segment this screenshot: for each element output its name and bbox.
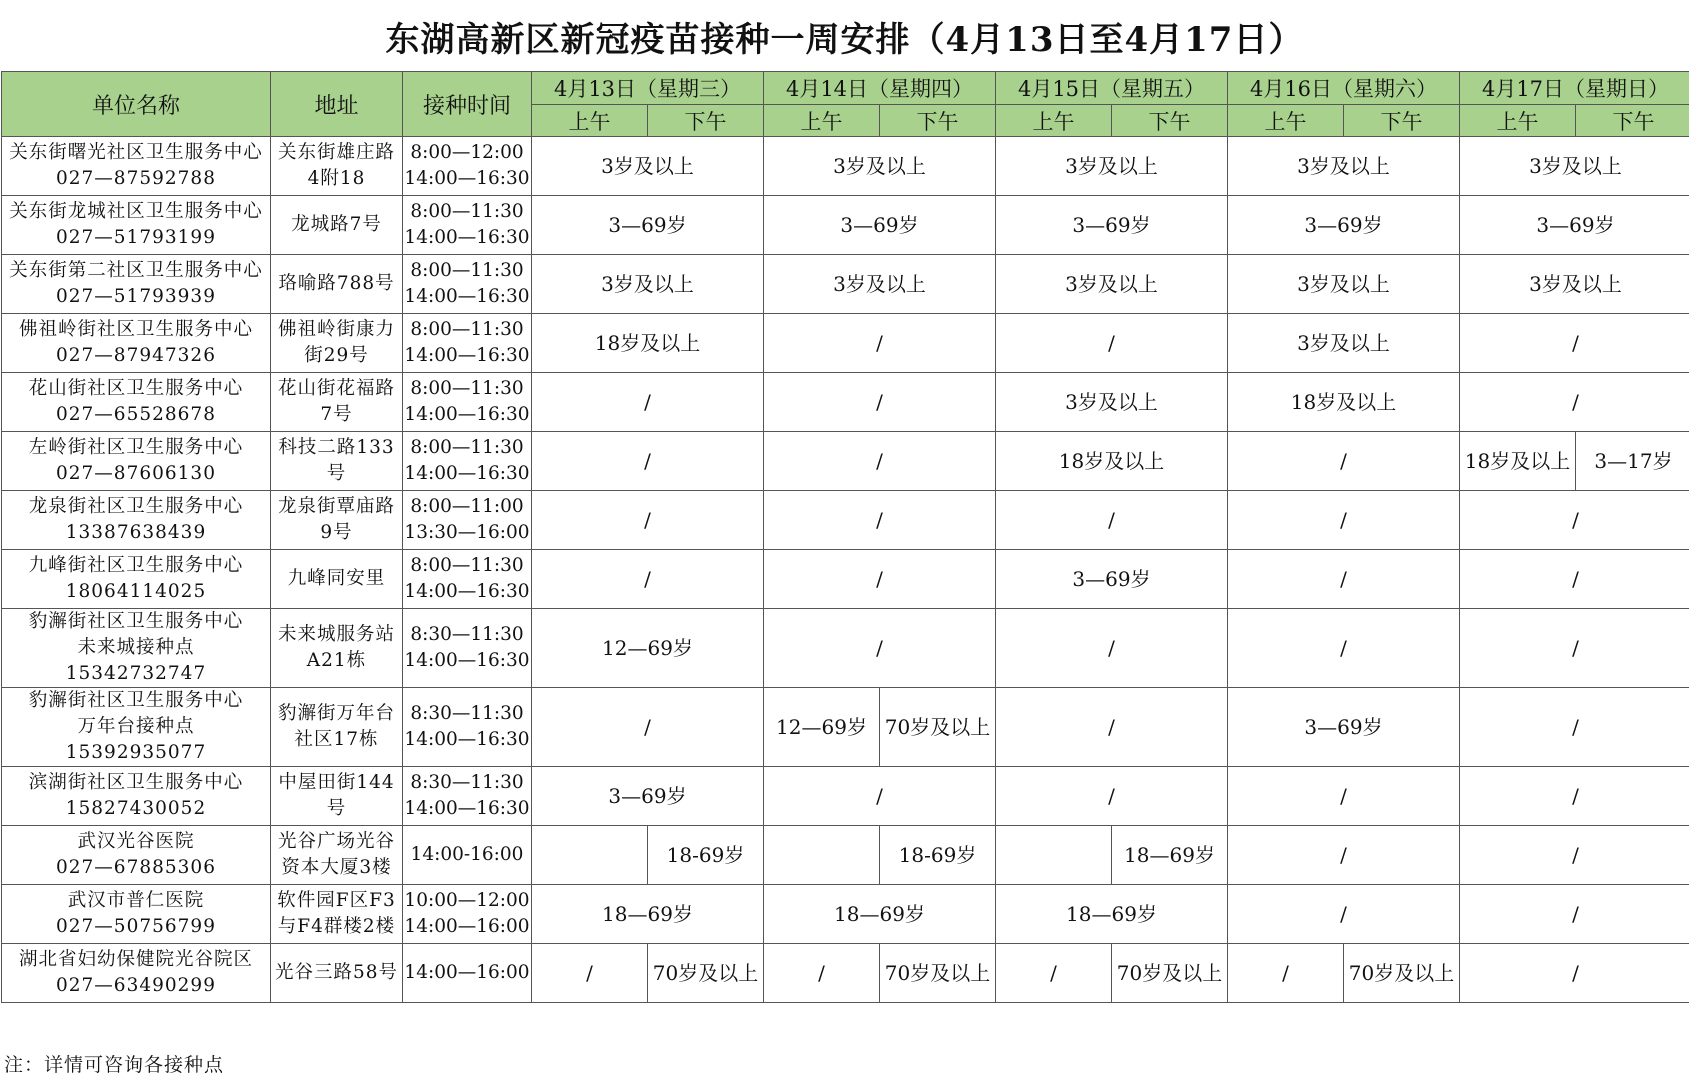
day-value-cell: / [764,373,996,432]
header-day: 4月16日（星期六） [1228,72,1460,105]
header-am: 上午 [996,105,1112,137]
header-day: 4月17日（星期日） [1460,72,1689,105]
table-row [2,432,1689,491]
cell-line: 14:00—16:30 [404,729,530,750]
day-value-cell: / [1460,609,1689,688]
unit-name-cell [2,314,271,373]
cell-line: 14:00-16:00 [410,844,524,865]
day-value-cell: 18岁及以上 [1228,373,1460,432]
cell-line: 科技二路133 [278,437,395,458]
table-row [2,609,1689,688]
unit-name-cell [2,491,271,550]
day-value-cell: / [1460,826,1689,885]
cell-line: 与F4群楼2楼 [277,916,396,937]
cell-line: 14:00—16:30 [404,404,530,425]
day-value-cell: 3岁及以上 [996,255,1228,314]
day-value-cell: / [1460,767,1689,826]
table-row [2,885,1689,944]
cell-line: 万年台接种点 [77,716,195,737]
day-value-cell: / [1460,373,1689,432]
cell-line: 资本大厦3楼 [281,857,392,878]
day-value-cell: / [996,314,1228,373]
unit-name-cell [2,688,271,767]
day-value-cell: / [1460,688,1689,767]
address-cell [271,550,403,609]
cell-line: 027—87592788 [56,168,216,189]
day-value-cell: 3岁及以上 [1460,255,1689,314]
pm-value-cell: 70岁及以上 [880,688,996,767]
cell-line: 武汉市普仁医院 [67,890,205,911]
cell-line: 14:00—16:30 [404,463,530,484]
day-value-cell: / [532,373,764,432]
cell-line: 10:00—12:00 [404,890,530,911]
am-value-cell [996,826,1112,885]
header-day: 4月14日（星期四） [764,72,996,105]
pm-value-cell: 18-69岁 [880,826,996,885]
pm-value-cell: 18-69岁 [648,826,764,885]
day-value-cell: 18岁及以上 [532,314,764,373]
cell-line: 9号 [320,522,353,543]
unit-name-cell [2,432,271,491]
cell-line: 关东街曙光社区卫生服务中心 [9,142,263,163]
cell-line: 14:00—16:00 [404,916,530,937]
unit-name-cell [2,550,271,609]
day-value-cell: / [764,491,996,550]
address-cell [271,767,403,826]
day-value-cell: / [1228,826,1460,885]
day-value-cell: 3岁及以上 [996,137,1228,196]
cell-line: 光谷三路58号 [274,962,399,983]
am-value-cell: / [532,944,648,1003]
cell-line: 龙城路7号 [291,214,382,235]
cell-line: 8:00—11:00 [410,496,524,517]
page-title: 东湖高新区新冠疫苗接种一周安排（4月13日至4月17日） [385,19,1304,60]
am-value-cell [532,826,648,885]
cell-line: 7号 [320,404,353,425]
day-value-cell: / [1228,491,1460,550]
address-cell [271,826,403,885]
cell-line: 027—51793939 [56,286,216,307]
header-day: 4月13日（星期三） [532,72,764,105]
am-value-cell: / [1228,944,1344,1003]
header-am: 上午 [1460,105,1576,137]
cell-line: 龙泉街社区卫生服务中心 [28,496,244,517]
table-body [2,137,1689,1003]
cell-line: 14:00—16:30 [404,581,530,602]
day-value-cell: / [532,432,764,491]
cell-line: 花山街社区卫生服务中心 [28,378,244,399]
table-row [2,196,1689,255]
cell-line: 街29号 [304,345,369,366]
cell-line: 8:00—12:00 [410,142,524,163]
day-value-cell: 3岁及以上 [1228,255,1460,314]
time-cell [403,550,532,609]
cell-line: 8:00—11:30 [410,201,524,222]
header-time: 接种时间 [403,72,532,137]
time-cell [403,373,532,432]
cell-line: 龙泉街覃庙路 [277,496,395,517]
day-value-cell: 18岁及以上 [996,432,1228,491]
time-cell [403,432,532,491]
cell-line: 九峰街社区卫生服务中心 [28,555,244,576]
day-value-cell: / [532,491,764,550]
address-cell [271,885,403,944]
pm-value-cell: 70岁及以上 [648,944,764,1003]
cell-line: 号 [326,463,347,484]
cell-line: 未来城服务站 [277,624,395,645]
footnote: 注：详情可咨询各接种点 [4,1054,225,1076]
vaccination-schedule-table [1,71,1689,1003]
header-pm: 下午 [1344,105,1460,137]
time-cell [403,196,532,255]
cell-line: 花山街花福路 [277,378,395,399]
cell-line: 中屋田街144 [278,772,395,793]
table-row [2,255,1689,314]
day-value-cell: / [1228,550,1460,609]
header-pm: 下午 [880,105,996,137]
day-value-cell: / [1460,944,1689,1003]
cell-line: 027—87606130 [56,463,216,484]
time-cell [403,767,532,826]
cell-line: 14:00—16:30 [404,286,530,307]
cell-line: 14:00—16:30 [404,650,530,671]
cell-line: 武汉光谷医院 [77,831,195,852]
cell-line: 豹澥街万年台 [277,703,395,724]
cell-line: 社区17栋 [294,729,379,750]
unit-name-cell [2,137,271,196]
cell-line: 15342732747 [65,663,207,684]
address-cell [271,491,403,550]
day-value-cell: 3—69岁 [1228,196,1460,255]
cell-line: 左岭街社区卫生服务中心 [28,437,244,458]
unit-name-cell [2,196,271,255]
day-value-cell: / [764,609,996,688]
time-cell [403,609,532,688]
day-value-cell: / [1228,885,1460,944]
cell-line: 14:00—16:30 [404,798,530,819]
day-value-cell: 18—69岁 [996,885,1228,944]
cell-line: 未来城接种点 [77,637,195,658]
cell-line: 027—63490299 [56,975,216,996]
day-value-cell: 3—69岁 [532,196,764,255]
table-row [2,491,1689,550]
day-value-cell: / [1228,767,1460,826]
pm-value-cell: 3—17岁 [1576,432,1689,491]
cell-line: 湖北省妇幼保健院光谷院区 [18,949,253,970]
table-row [2,550,1689,609]
unit-name-cell [2,767,271,826]
day-value-cell: / [996,491,1228,550]
cell-line: 13387638439 [65,522,207,543]
cell-line: 豹澥街社区卫生服务中心 [28,690,244,711]
table-row [2,688,1689,767]
cell-line: 18064114025 [65,581,207,602]
day-value-cell: 3岁及以上 [532,137,764,196]
pm-value-cell: 70岁及以上 [880,944,996,1003]
cell-line: 8:00—11:30 [410,319,524,340]
day-value-cell: 3—69岁 [1460,196,1689,255]
header-address: 地址 [271,72,403,137]
am-value-cell: / [996,944,1112,1003]
day-value-cell: 3—69岁 [996,196,1228,255]
day-value-cell: / [764,767,996,826]
cell-line: 4附18 [307,168,366,189]
day-value-cell: / [996,609,1228,688]
day-value-cell: 3—69岁 [532,767,764,826]
cell-line: 14:00—16:30 [404,345,530,366]
time-cell [403,137,532,196]
day-value-cell: / [1228,609,1460,688]
cell-line: 软件园F区F3 [277,890,396,911]
day-value-cell: / [764,432,996,491]
day-value-cell: / [1460,550,1689,609]
cell-line: 13:30—16:00 [404,522,530,543]
unit-name-cell [2,255,271,314]
address-cell [271,432,403,491]
cell-line: 佛祖岭街康力 [277,319,395,340]
address-cell [271,609,403,688]
header-am: 上午 [1228,105,1344,137]
day-value-cell: 3岁及以上 [1228,314,1460,373]
day-value-cell: / [1460,491,1689,550]
header-pm: 下午 [1112,105,1228,137]
unit-name-cell [2,885,271,944]
cell-line: 15392935077 [65,742,207,763]
address-cell [271,314,403,373]
day-value-cell: 3—69岁 [996,550,1228,609]
table-row [2,826,1689,885]
day-value-cell: / [1460,314,1689,373]
day-value-cell: 3岁及以上 [996,373,1228,432]
cell-line: 027—87947326 [56,345,216,366]
day-value-cell: 3—69岁 [1228,688,1460,767]
day-value-cell: / [996,688,1228,767]
cell-line: 九峰同安里 [287,568,386,589]
day-value-cell: 3岁及以上 [764,137,996,196]
time-cell [403,885,532,944]
day-value-cell: / [996,767,1228,826]
day-value-cell: 18—69岁 [764,885,996,944]
table-row [2,137,1689,196]
time-cell [403,314,532,373]
cell-line: 关东街龙城社区卫生服务中心 [9,201,263,222]
day-value-cell: / [532,550,764,609]
day-value-cell: 3岁及以上 [1460,137,1689,196]
am-value-cell: 18岁及以上 [1460,432,1576,491]
day-value-cell: 3—69岁 [764,196,996,255]
cell-line: 8:00—11:30 [410,555,524,576]
address-cell [271,255,403,314]
cell-line: 14:00—16:30 [404,227,530,248]
day-value-cell: / [1460,885,1689,944]
cell-line: 号 [326,798,347,819]
pm-value-cell: 18—69岁 [1112,826,1228,885]
day-value-cell: / [764,314,996,373]
header-pm: 下午 [648,105,764,137]
cell-line: 14:00—16:30 [404,168,530,189]
cell-line: 8:00—11:30 [410,378,524,399]
cell-line: 关东街第二社区卫生服务中心 [9,260,263,281]
address-cell [271,688,403,767]
time-cell [403,255,532,314]
table-row [2,944,1689,1003]
day-value-cell: / [1228,432,1460,491]
day-value-cell: 3岁及以上 [1228,137,1460,196]
cell-line: 15827430052 [65,798,207,819]
header-am: 上午 [764,105,880,137]
header-day: 4月15日（星期五） [996,72,1228,105]
day-value-cell: 18—69岁 [532,885,764,944]
unit-name-cell [2,944,271,1003]
cell-line: 8:00—11:30 [410,437,524,458]
header-unit-name: 单位名称 [2,72,271,137]
cell-line: 豹澥街社区卫生服务中心 [28,611,244,632]
cell-line: 8:00—11:30 [410,260,524,281]
cell-line: 滨湖街社区卫生服务中心 [28,772,244,793]
cell-line: 8:30—11:30 [410,624,524,645]
address-cell [271,944,403,1003]
am-value-cell [764,826,880,885]
am-value-cell: / [764,944,880,1003]
time-cell [403,688,532,767]
cell-line: 光谷广场光谷 [277,831,395,852]
address-cell [271,137,403,196]
header-pm: 下午 [1576,105,1689,137]
time-cell [403,491,532,550]
address-cell [271,196,403,255]
cell-line: 027—67885306 [56,857,216,878]
address-cell [271,373,403,432]
cell-line: 关东街雄庄路 [277,142,395,163]
day-value-cell: / [532,688,764,767]
cell-line: 佛祖岭街社区卫生服务中心 [18,319,253,340]
unit-name-cell [2,826,271,885]
cell-line: 027—50756799 [56,916,216,937]
day-value-cell: 3岁及以上 [764,255,996,314]
table-row [2,314,1689,373]
day-value-cell: / [764,550,996,609]
cell-line: A21栋 [306,650,367,671]
cell-line: 027—65528678 [56,404,216,425]
table-row [2,767,1689,826]
pm-value-cell: 70岁及以上 [1112,944,1228,1003]
am-value-cell: 12—69岁 [764,688,880,767]
time-cell [403,944,532,1003]
day-value-cell: 12—69岁 [532,609,764,688]
cell-line: 8:30—11:30 [410,772,524,793]
cell-line: 027—51793199 [56,227,216,248]
cell-line: 珞喻路788号 [278,273,395,294]
unit-name-cell [2,609,271,688]
cell-line: 14:00—16:00 [404,962,530,983]
header-am: 上午 [532,105,648,137]
cell-line: 8:30—11:30 [410,703,524,724]
table-row [2,373,1689,432]
time-cell [403,826,532,885]
day-value-cell: 3岁及以上 [532,255,764,314]
unit-name-cell [2,373,271,432]
pm-value-cell: 70岁及以上 [1344,944,1460,1003]
